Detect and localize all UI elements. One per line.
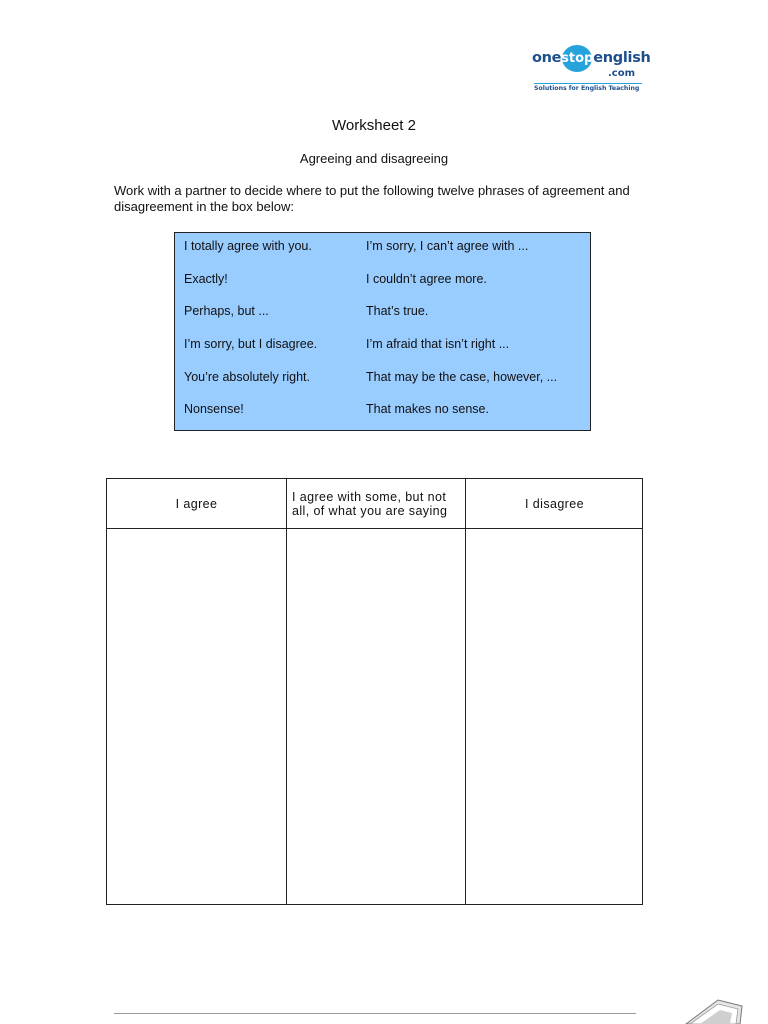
logo-dotcom: .com xyxy=(607,68,635,79)
phrase-item: You’re absolutely right. xyxy=(184,370,311,384)
agree-answer-cell[interactable] xyxy=(107,529,286,904)
phrase-item: That’s true. xyxy=(366,304,429,318)
phrase-item: I totally agree with you. xyxy=(184,239,312,253)
phrase-item: Nonsense! xyxy=(184,402,244,416)
partial-answer-cell[interactable] xyxy=(287,529,465,904)
phrase-item: That may be the case, however, ... xyxy=(366,370,558,384)
onestopenglish-logo xyxy=(532,44,651,94)
logo-stop-circle: stop xyxy=(562,45,592,72)
sorting-table xyxy=(106,478,643,905)
photocopiable-badge-icon xyxy=(680,996,744,1024)
worksheet-subtitle: Agreeing and disagreeing xyxy=(299,151,449,166)
logo-one: one xyxy=(532,50,562,66)
phrase-item: That makes no sense. xyxy=(366,402,489,416)
footer-divider xyxy=(114,1013,636,1014)
phrase-item: I’m sorry, but I disagree. xyxy=(184,337,318,351)
phrase-item: I’m sorry, I can’t agree with ... xyxy=(366,239,529,253)
phrase-item: I’m afraid that isn’t right ... xyxy=(366,337,510,351)
column-header-disagree: I disagree xyxy=(525,496,584,511)
logo-tagline: Solutions for English Teaching xyxy=(534,83,642,92)
logo-english: english xyxy=(593,50,651,66)
worksheet-title: Worksheet 2 xyxy=(332,117,416,134)
worksheet-instructions: Work with a partner to decide where to put the following twelve phrases of agreement and disagreement in the box below: xyxy=(114,183,630,214)
phrase-item: I couldn’t agree more. xyxy=(366,272,487,286)
phrase-item: Exactly! xyxy=(184,272,228,286)
column-header-agree: I agree xyxy=(175,496,218,511)
column-header-partial: I agree with some, but not all, of what you are saying xyxy=(292,489,448,518)
disagree-answer-cell[interactable] xyxy=(466,529,642,904)
phrase-item: Perhaps, but ... xyxy=(184,304,269,318)
phrase-box xyxy=(174,232,591,431)
